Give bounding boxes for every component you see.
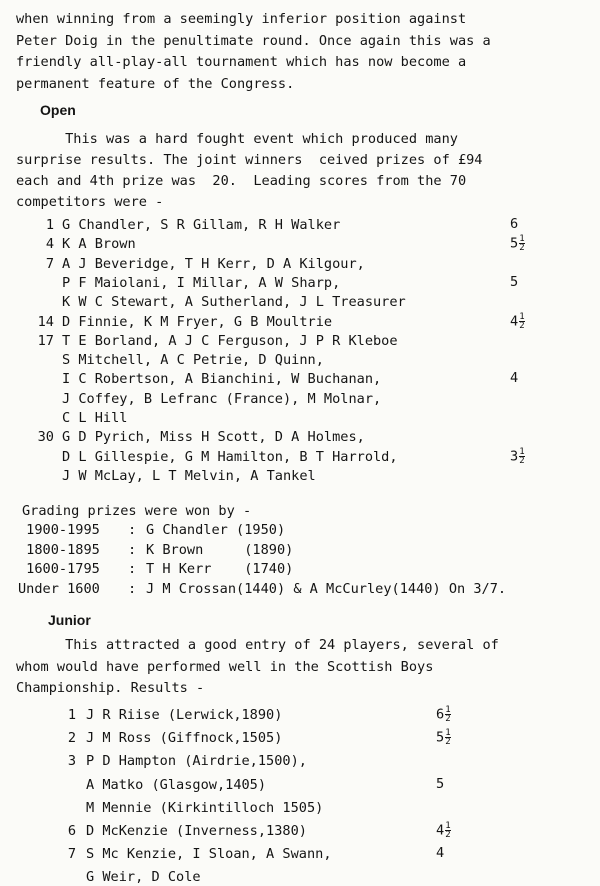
- standing-rank: 6: [67, 823, 76, 839]
- standing-names: A Matko (Glasgow,1405): [86, 776, 267, 793]
- grading-separator: :: [128, 541, 137, 558]
- standing-names: D McKenzie (Inverness,1380): [86, 823, 307, 839]
- standing-names: D Finnie, K M Fryer, G B Moultrie: [62, 313, 333, 330]
- grading-separator: :: [128, 561, 137, 577]
- score: 4: [510, 370, 519, 387]
- half-fraction: $\frac{1}{2}$: [445, 705, 451, 724]
- standing-rank: 1: [67, 707, 76, 723]
- grading-separator: :: [128, 522, 137, 538]
- standing-rank: 4: [45, 236, 54, 253]
- junior-paragraph-line: This attracted a good entry of 24 players, several of: [16, 637, 499, 653]
- half-fraction: $\frac{1}{2}$: [519, 446, 525, 466]
- standing-rank: 3: [67, 753, 76, 770]
- standing-names: J R Riise (Lerwick,1890): [86, 707, 283, 723]
- standing-names: D L Gillespie, G M Hamilton, B T Harrold,: [62, 448, 398, 465]
- score: 5: [436, 775, 445, 792]
- grading-winner: G Chandler (1950): [146, 522, 286, 538]
- open-heading: Open: [40, 102, 76, 118]
- standing-names: M Mennie (Kirkintilloch 1505): [86, 799, 324, 816]
- intro-line: permanent feature of the Congress.: [16, 75, 295, 92]
- standing-names: A J Beveridge, T H Kerr, D A Kilgour,: [62, 255, 365, 272]
- score: 3 $\frac{1}{2}$: [510, 446, 525, 466]
- grading-band: 1900-1995: [18, 522, 100, 538]
- standing-names: I C Robertson, A Bianchini, W Buchanan,: [62, 371, 382, 388]
- standing-names: P D Hampton (Airdrie,1500),: [86, 753, 307, 770]
- standing-names: J Coffey, B Lefranc (France), M Molnar,: [62, 390, 382, 407]
- standing-names: G Chandler, S R Gillam, R H Walker: [62, 217, 341, 233]
- half-fraction: $\frac{1}{2}$: [445, 821, 451, 840]
- open-paragraph-line: surprise results. The joint winners ceived prizes of £94: [16, 152, 483, 168]
- standing-names: J M Ross (Giffnock,1505): [86, 730, 283, 747]
- score: 6: [510, 216, 519, 232]
- standing-rank: 7: [67, 846, 76, 863]
- grading-band: Under 1600: [18, 580, 100, 597]
- open-paragraph-line: This was a hard fought event which produced many: [16, 131, 458, 147]
- half-fraction: $\frac{1}{2}$: [519, 234, 525, 254]
- half-fraction: $\frac{1}{2}$: [445, 728, 451, 748]
- standing-names: K A Brown: [62, 236, 136, 253]
- standing-rank: 1: [45, 217, 54, 233]
- open-paragraph-line: each and 4th prize was 20. Leading scores from the 70: [16, 173, 467, 189]
- standing-names: S Mitchell, A C Petrie, D Quinn,: [62, 352, 324, 369]
- standing-names: T E Borland, A J C Ferguson, J P R Kleboe: [62, 332, 398, 349]
- half-fraction: $\frac{1}{2}$: [519, 311, 525, 331]
- score: 5: [510, 273, 519, 290]
- grading-band: 1600-1795: [18, 561, 100, 577]
- junior-paragraph-line: Championship. Results -: [16, 680, 205, 696]
- standing-names: J W McLay, L T Melvin, A Tankel: [62, 467, 316, 484]
- standing-names: S Mc Kenzie, I Sloan, A Swann,: [86, 846, 332, 863]
- grading-winner: K Brown (1890): [146, 541, 294, 558]
- standing-names: C L Hill: [62, 410, 128, 426]
- standing-names: K W C Stewart, A Sutherland, J L Treasurer: [62, 294, 406, 311]
- intro-line: when winning from a seemingly inferior position against: [16, 11, 467, 27]
- score: 4 $\frac{1}{2}$: [436, 821, 451, 840]
- open-paragraph-line: competitors were -: [16, 194, 164, 210]
- standing-names: P F Maiolani, I Millar, A W Sharp,: [62, 274, 341, 291]
- score: 6 $\frac{1}{2}$: [436, 705, 451, 724]
- grading-winner: J M Crossan(1440) & A McCurley(1440) On 3/7.: [146, 580, 507, 597]
- intro-line: friendly all-play-all tournament which has now become a: [16, 54, 467, 71]
- standing-rank: 14: [37, 313, 54, 330]
- grading-winner: T H Kerr (1740): [146, 561, 294, 577]
- junior-heading: Junior: [48, 612, 91, 628]
- junior-paragraph-line: whom would have performed well in the Scottish Boys: [16, 658, 434, 675]
- standing-names: G D Pyrich, Miss H Scott, D A Holmes,: [62, 429, 365, 446]
- score: 4 $\frac{1}{2}$: [510, 311, 525, 331]
- standing-rank: 7: [45, 255, 54, 272]
- intro-line: Peter Doig in the penultimate round. Once again this was a: [16, 32, 491, 49]
- score: 5 $\frac{1}{2}$: [436, 728, 451, 748]
- score: 5 $\frac{1}{2}$: [510, 234, 525, 254]
- standing-names: G Weir, D Cole: [86, 869, 201, 886]
- grading-separator: :: [128, 580, 137, 597]
- grading-title: Grading prizes were won by -: [22, 503, 252, 519]
- standing-rank: 2: [67, 730, 76, 747]
- standing-rank: 17: [37, 332, 54, 349]
- standing-rank: 30: [37, 429, 54, 446]
- grading-band: 1800-1895: [18, 541, 100, 558]
- score: 4: [436, 845, 445, 862]
